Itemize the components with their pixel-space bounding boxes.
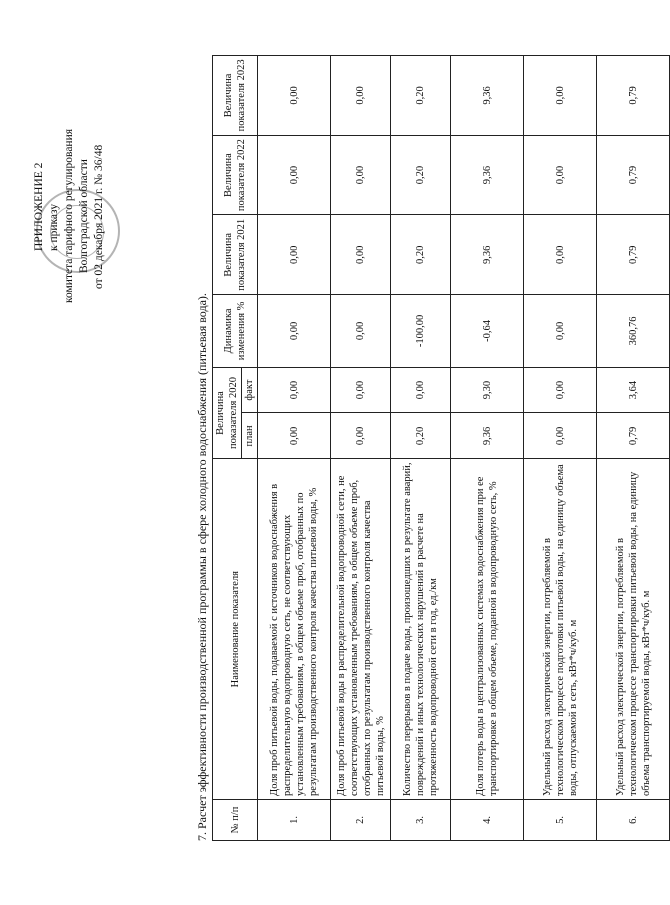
row-indicator-name: Доля проб питьевой воды, подаваемой с источников водоснабжения в распределительную водопроводную сеть, не соответствующих установленным требованиям, в общем объеме проб, отобранных по результатам производственного контроля качества питьевой воды, % — [258, 459, 331, 800]
cell-value-2022: 9,36 — [451, 135, 524, 215]
appendix-block — [32, 23, 107, 303]
table-row — [451, 56, 524, 841]
cell-dynamics: 360,76 — [597, 295, 670, 367]
table-row — [258, 56, 331, 841]
header-plan: план — [242, 413, 258, 459]
cell-fact-2020: 0,00 — [391, 367, 451, 413]
cell-value-2021: 0,00 — [331, 215, 391, 295]
appendix-title: ПРИЛОЖЕНИЕ 2 — [33, 162, 45, 251]
appendix-line-3: Волгоградской области — [78, 159, 90, 273]
cell-plan-2020: 0,79 — [597, 413, 670, 459]
cell-dynamics: 0,00 — [331, 295, 391, 367]
cell-value-2023: 0,20 — [391, 56, 451, 136]
row-number: 3. — [391, 799, 451, 840]
cell-value-2021: 0,00 — [258, 215, 331, 295]
cell-dynamics: -100,00 — [391, 295, 451, 367]
table-row — [524, 56, 597, 841]
cell-value-2023: 0,00 — [258, 56, 331, 136]
cell-dynamics: 0,00 — [258, 295, 331, 367]
cell-value-2021: 9,36 — [451, 215, 524, 295]
cell-value-2023: 9,36 — [451, 56, 524, 136]
cell-value-2021: 0,00 — [524, 215, 597, 295]
table-row — [331, 56, 391, 841]
header-name: Наименование показателя — [213, 459, 258, 800]
cell-value-2021: 0,79 — [597, 215, 670, 295]
cell-plan-2020: 0,00 — [331, 413, 391, 459]
table-row — [597, 56, 670, 841]
cell-fact-2020: 0,00 — [331, 367, 391, 413]
table-row — [391, 56, 451, 841]
table-header-row — [213, 56, 242, 841]
header-value-2020: Величина показателя 2020 — [213, 367, 242, 459]
appendix-line-4: от 02 декабря 2021 г. № 36/48 — [93, 144, 105, 289]
cell-value-2022: 0,20 — [391, 135, 451, 215]
cell-plan-2020: 0,00 — [258, 413, 331, 459]
row-indicator-name: Доля проб питьевой воды в распределительной водопроводной сети, не соответствующих установленным требованиям, в общем объеме проб, отобранных по результатам производственного контроля качества питьевой воды, % — [331, 459, 391, 800]
row-number: 6. — [597, 799, 670, 840]
row-number: 5. — [524, 799, 597, 840]
cell-value-2023: 0,79 — [597, 56, 670, 136]
cell-fact-2020: 0,00 — [524, 367, 597, 413]
row-number: 1. — [258, 799, 331, 840]
cell-value-2021: 0,20 — [391, 215, 451, 295]
cell-value-2022: 0,00 — [258, 135, 331, 215]
cell-plan-2020: 0,20 — [391, 413, 451, 459]
appendix-line-2: комитета тарифного регулирования — [63, 128, 75, 303]
row-number: 4. — [451, 799, 524, 840]
row-indicator-name: Удельный расход электрической энергии, потребляемой в технологическом процессе транспортировки питьевой воды, на единицу объема транспортируемой воды, кВт*ч/куб. м — [597, 459, 670, 800]
cell-dynamics: -0,64 — [451, 295, 524, 367]
cell-value-2023: 0,00 — [524, 56, 597, 136]
cell-plan-2020: 9,36 — [451, 413, 524, 459]
header-value-2021: Величина показателя 2021 — [213, 215, 258, 295]
cell-fact-2020: 9,30 — [451, 367, 524, 413]
cell-value-2022: 0,00 — [524, 135, 597, 215]
cell-value-2022: 0,79 — [597, 135, 670, 215]
row-indicator-name: Удельный расход электрической энергии, потребляемой в технологическом процессе подготовки питьевой воды, на единицу объема воды, отпускаемой в сеть, кВт*ч/куб. м — [524, 459, 597, 800]
cell-value-2023: 0,00 — [331, 56, 391, 136]
cell-fact-2020: 0,00 — [258, 367, 331, 413]
row-indicator-name: Доля потерь воды в централизованных системах водоснабжения при ее транспортировке в общем объеме, поданной в водопроводную сеть, % — [451, 459, 524, 800]
cell-fact-2020: 3,64 — [597, 367, 670, 413]
header-value-2023: Величина показателя 2023 — [213, 56, 258, 136]
header-fact: факт — [242, 367, 258, 413]
appendix-line-1: к приказу — [48, 203, 60, 251]
row-number: 2. — [331, 799, 391, 840]
efficiency-table — [212, 55, 670, 841]
header-dynamics: Динамика изменения % — [213, 295, 258, 367]
cell-plan-2020: 0,00 — [524, 413, 597, 459]
section-title: 7. Расчет эффективности производственной программы в сфере холодного водоснабжения (питьевая вода). — [195, 293, 209, 841]
header-value-2022: Величина показателя 2022 — [213, 135, 258, 215]
cell-value-2022: 0,00 — [331, 135, 391, 215]
header-no: № п/п — [213, 799, 258, 840]
row-indicator-name: Количество перерывов в подаче воды, произошедших в результате аварий, повреждений и иных технологических нарушений в расчете на протяженность водопроводной сети в год, ед./км — [391, 459, 451, 800]
cell-dynamics: 0,00 — [524, 295, 597, 367]
